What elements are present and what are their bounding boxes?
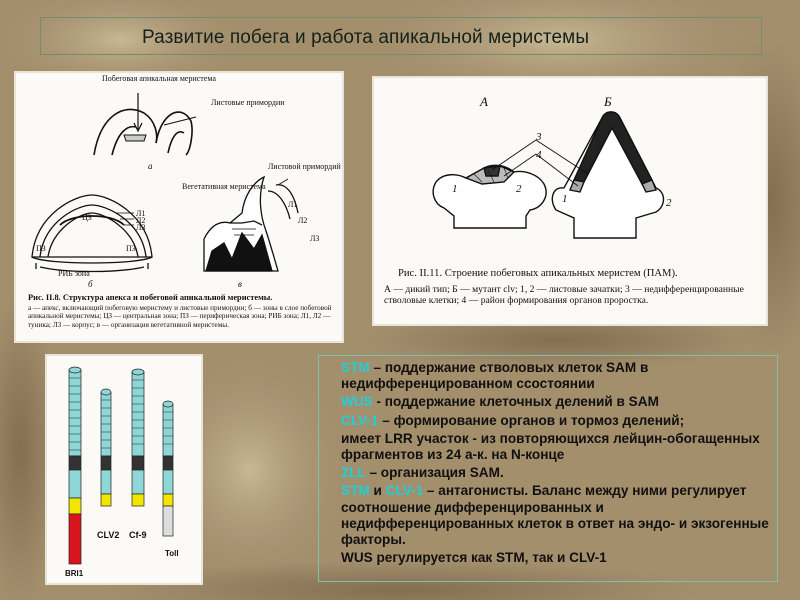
label-2a: 2	[516, 183, 522, 195]
label-cf9: Cf-9	[129, 530, 147, 540]
receptor-clv2	[101, 389, 111, 506]
label-4: 4	[536, 149, 542, 161]
pam-wild-type	[433, 165, 546, 228]
kw-clv1-2: CLV-1	[385, 483, 424, 499]
kw-stm-2: STM	[341, 483, 370, 499]
label-l3: Л3	[136, 223, 146, 232]
para-lrr: имеет LRR участок - из повторяющихся лейцин-обогащенных фрагментов из 24 а-к. на N-конце	[341, 430, 760, 463]
para-stm	[341, 360, 771, 392]
apex-sketch-b	[32, 195, 152, 272]
figure-1-caption-text: а — апекс, включающий побеговую меристему и листовые примордии; б — зоны в слое побеговой апикальной меристемы; ЦЗ — центральная зона; ПЗ — периферическая зона; РИБ зона; Л1, Л2 — туника; Л3 — корпус; в — организация вегетативной меристемы.	[28, 304, 332, 329]
kw-clv1: CLV-1	[341, 412, 379, 428]
figure-pam-structure	[372, 76, 768, 326]
figure-1-caption-title: Рис. II.8. Структура апекса и побеговой апикальной меристемы.	[28, 293, 273, 302]
label-l1-c: Л1	[288, 200, 298, 209]
para-zll-text: – организация SAM.	[365, 465, 504, 481]
label-leaf-primordia: Листовые примордии	[211, 98, 285, 107]
label-pz-right: ПЗ	[126, 244, 136, 253]
apex-sketch-c	[204, 177, 298, 271]
label-leaf-primordium: Листовой примордий	[268, 162, 341, 171]
figure-receptors	[45, 354, 203, 585]
para-clv1-text: – формирование органов и тормоз делений;	[378, 412, 685, 428]
pam-clv-mutant	[552, 112, 663, 238]
label-bri1: BRI1	[65, 569, 84, 578]
figure-apex-structure	[14, 71, 344, 343]
label-A: А	[480, 94, 488, 109]
label-a: а	[148, 161, 153, 171]
label-l1: Л1	[136, 209, 146, 218]
label-veg-meristem: Вегетативная меристема	[182, 182, 266, 191]
receptor-cf9	[132, 369, 144, 506]
para-clv1	[341, 413, 771, 429]
para-zll	[341, 465, 771, 481]
label-pz-left: ПЗ	[36, 244, 46, 253]
text-block	[341, 360, 771, 568]
para-antagonists	[341, 483, 771, 548]
receptor-toll	[163, 401, 173, 536]
label-l2: Л2	[136, 216, 146, 225]
label-toll: Toll	[165, 549, 179, 558]
label-1a: 1	[452, 183, 458, 195]
label-B: Б	[604, 94, 612, 109]
para-wus-regulation: WUS регулируется как STM, так и CLV-1	[341, 550, 607, 566]
figure-2-caption-text: А — дикий тип; Б — мутант clv; 1, 2 — листовые зачатки; 3 — недифференцированные стволовые клетки; 4 — район формирования органов проростка.	[384, 284, 744, 307]
label-l2-c: Л2	[298, 216, 308, 225]
label-clv2: CLV2	[97, 530, 120, 540]
label-1b: 1	[562, 193, 568, 205]
receptor-diagram	[47, 356, 201, 583]
figure-2-caption-title: Рис. II.11. Строение побеговых апикальных меристем (ПАМ).	[398, 268, 678, 279]
para-antagonists-text: – антагонисты. Баланс между ними регулирует соотношение дифференцированных и недифференцированных клеток в ответ на эндо- и экзогенные факторы.	[341, 483, 769, 548]
kw-wus: WUS	[341, 394, 373, 410]
label-c: в	[238, 279, 242, 289]
label-b: б	[88, 279, 93, 289]
label-shoot-meristem: Побеговая апикальная меристема	[102, 74, 216, 83]
para-stm-text: – поддержание стволовых клеток SAM в недифференцированном ссостоянии	[341, 360, 649, 392]
label-2b: 2	[666, 197, 672, 209]
para-wus-text: - поддержание клеточных делений в SAM	[372, 394, 659, 410]
receptor-bri1	[69, 367, 81, 564]
apex-sketch-a	[94, 93, 196, 155]
para-wus	[341, 394, 771, 410]
label-3: 3	[536, 131, 542, 143]
slide-title: Развитие побега и работа апикальной меристемы	[142, 27, 590, 48]
label-cz: ЦЗ	[82, 213, 92, 222]
label-l3-c: Л3	[310, 234, 320, 243]
kw-zll: ZLL	[341, 465, 366, 481]
label-rib-zone: РИБ зона	[58, 269, 90, 278]
kw-stm: STM	[341, 360, 370, 375]
para-antagonists-and: и	[369, 483, 386, 499]
